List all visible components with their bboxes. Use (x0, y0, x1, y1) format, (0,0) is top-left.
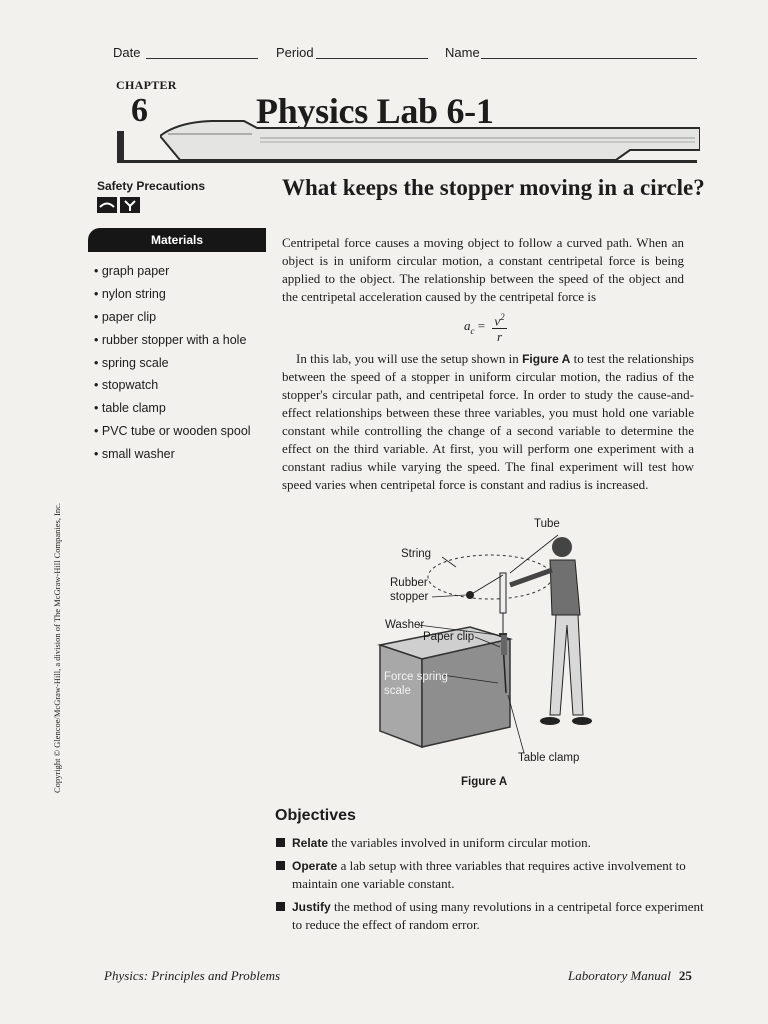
date-label: Date (113, 45, 141, 60)
copyright-notice: Copyright © Glencoe/McGraw-Hill, a division of The McGraw-Hill Companies, Inc. (52, 502, 62, 793)
period-label: Period (276, 45, 314, 60)
materials-header: Materials (88, 228, 266, 252)
list-item: • rubber stopper with a hole (94, 333, 251, 356)
label-washer: Washer (385, 619, 425, 631)
list-item: • nylon string (94, 287, 251, 310)
label-scale: scale (384, 685, 411, 697)
chapter-number: 6 (131, 92, 148, 129)
label-string: String (401, 548, 432, 560)
formula-fraction (492, 310, 506, 344)
figure-caption: Figure A (461, 776, 508, 788)
lab-paragraph (282, 350, 694, 494)
formula-denominator: r (496, 329, 503, 345)
centripetal-formula (464, 310, 507, 344)
formula-lhs: a (464, 318, 471, 334)
objective-text: a lab setup with three variables that requires active involvement to maintain one variable constant. (292, 858, 686, 891)
page-footer (568, 968, 692, 984)
objective-verb: Operate (292, 859, 338, 873)
banner-left-rail (117, 131, 124, 161)
label-tube: Tube (534, 518, 560, 530)
label-table-clamp: Table clamp (518, 752, 580, 764)
figure-reference: Figure A (522, 352, 571, 366)
formula-equals: = (477, 318, 486, 334)
banner-band (160, 108, 700, 164)
formula-numerator: v (494, 313, 501, 329)
name-label: Name (445, 45, 480, 60)
list-item: • graph paper (94, 264, 251, 287)
formula-exponent: 2 (500, 312, 505, 322)
lab-paragraph-start: In this lab, you will use the setup shown in (296, 351, 523, 366)
label-rubber: Rubber (390, 577, 428, 589)
period-field[interactable] (316, 58, 428, 59)
safety-precautions-title: Safety Precautions (97, 179, 206, 193)
manual-title: Laboratory Manual (568, 968, 671, 983)
lab-paragraph-rest: to test the relationships between the speed of a stopper in uniform circular motion, the radius of the stopper's circular path, and centripetal force. In order to study the cause-and-effect relationships between these three variables, you must hold one variable constant while controlling the change of a second variable to determine the effect on the third variable. At first, you will perform one experiment with a constant radius while varying the speed. The final experiment will test how speed varies when centripetal force is constant and radius is increased. (282, 351, 694, 492)
page-number: 25 (678, 968, 692, 983)
list-item: • PVC tube or wooden spool (94, 424, 251, 447)
date-field[interactable] (146, 58, 258, 59)
book-title: Physics: Principles and Problems (104, 968, 281, 983)
list-item: • paper clip (94, 310, 251, 333)
list-item (276, 898, 706, 934)
formula-subscript: c (470, 325, 475, 336)
name-field[interactable] (481, 58, 697, 59)
label-force-spring: Force spring (384, 671, 448, 683)
list-item (276, 857, 706, 893)
label-stopper: stopper (390, 591, 429, 603)
list-item (276, 834, 706, 852)
question-title: What keeps the stopper moving in a circle? (282, 175, 705, 200)
objective-text: the method of using many revolutions in a centripetal force experiment to reduce the effect of random error. (292, 899, 704, 932)
clothing-protection-icon (97, 197, 141, 213)
list-item: • spring scale (94, 356, 251, 379)
chapter-label: CHAPTER (116, 78, 177, 92)
safety-icons (97, 197, 141, 218)
list-item: • table clamp (94, 401, 251, 424)
objective-text: the variables involved in uniform circular motion. (328, 835, 591, 850)
list-item: • small washer (94, 447, 251, 470)
objectives-title: Objectives (275, 807, 356, 824)
objective-verb: Justify (292, 900, 331, 914)
lab-title: Physics Lab 6-1 (256, 91, 494, 131)
objectives-list (276, 834, 706, 939)
label-paper-clip: Paper clip (423, 631, 475, 643)
materials-list (94, 264, 251, 470)
list-item: • stopwatch (94, 378, 251, 401)
objective-verb: Relate (292, 836, 329, 850)
intro-paragraph: Centripetal force causes a moving object to follow a curved path. When an object is in uniform circular motion, a constant centripetal force is being applied to the object. The relationship between the speed of the object and the centripetal acceleration caused by the centripetal force is (282, 235, 684, 304)
